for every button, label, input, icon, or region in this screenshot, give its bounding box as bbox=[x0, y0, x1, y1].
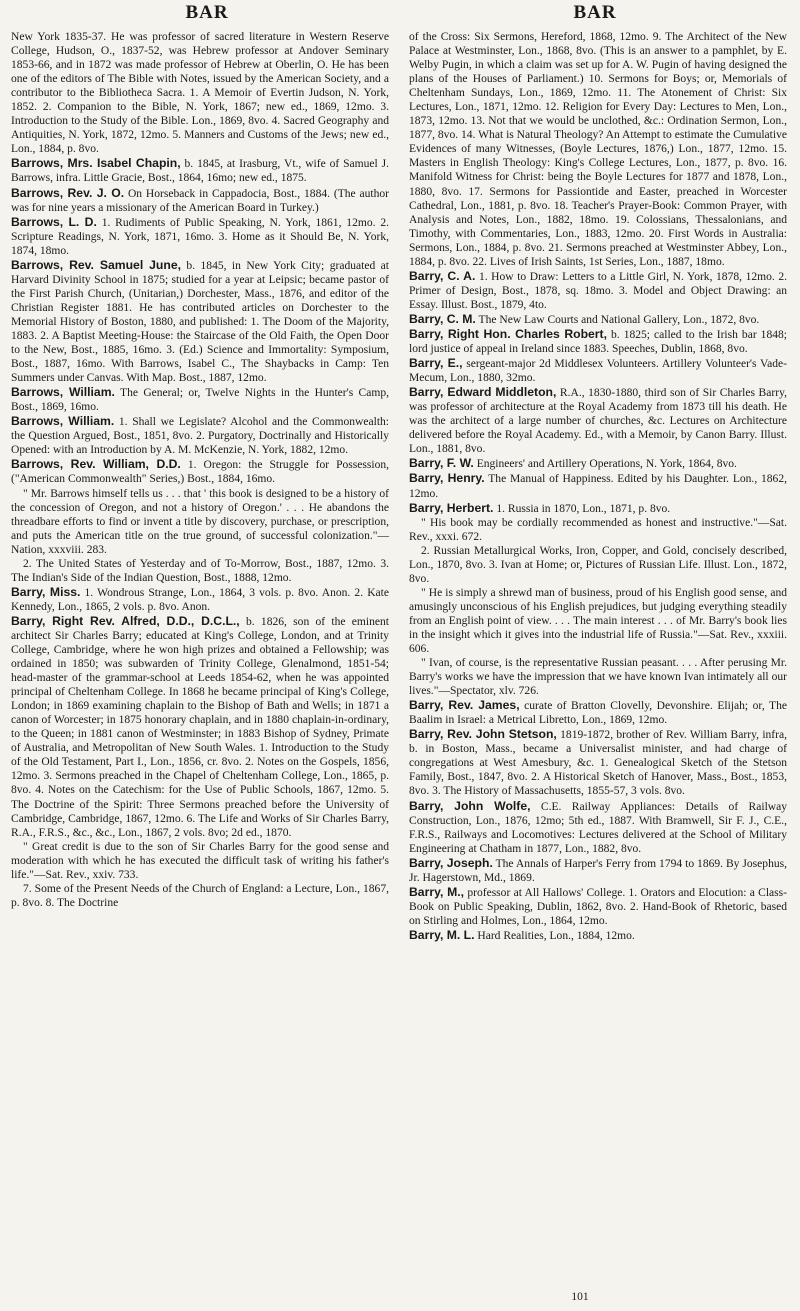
entry-headword: Barry, Herbert. bbox=[409, 500, 494, 515]
entry-headword: Barry, M. L. bbox=[409, 927, 475, 942]
dictionary-entry bbox=[409, 885, 787, 928]
entry-headword: Barry, Rev. James, bbox=[409, 698, 520, 713]
dictionary-entry bbox=[409, 501, 787, 516]
entry-text: C.E. Railway Appliances: Details of Railway Construction, Lon., 1876, 12mo; 5th ed., 1887. With Bramwell, Sir F. J., C.E., F.R.S., Railways and Locomotives: Lectures delivered at the School of Military Engineering at Chatham in 1877, Lon., 1882, 8vo. bbox=[409, 800, 788, 855]
dictionary-entry bbox=[409, 698, 787, 727]
dictionary-entry bbox=[11, 215, 389, 258]
entry-text: 1. Rudiments of Public Speaking, N. York, 1861, 12mo. 2. Scripture Readings, N. York, 1871, 16mo. 3. Home as it Should Be, N. York, 1874, 18mo. bbox=[11, 216, 389, 257]
entry-headword: Barry, Edward Middleton, bbox=[409, 385, 557, 400]
dictionary-entry bbox=[409, 799, 787, 856]
entry-text: curate of Bratton Clovelly, Devonshire. Elijah; or, The Baalim in Israel: a Metrical Libretto, Lon., 1869, 12mo. bbox=[409, 700, 787, 727]
right-column bbox=[409, 30, 787, 943]
entry-text: On Horseback in Cappadocia, Bost., 1884. (The author was for nine years a missionary of the American Board in Turkey.) bbox=[11, 187, 390, 214]
dictionary-entry bbox=[409, 856, 787, 885]
entry-headword: Barrows, Rev. J. O. bbox=[11, 185, 125, 200]
entry-text: b. 1826, son of the eminent architect Sir Charles Barry; educated at King's College, London, and at Trinity College, Cambridge, where he won high prizes and obtained a Fellowship; was ordained in 1850; was subwarden of Trinity College, Glenalmond, 1851-54; head-master of the grammar-school at Leeds 1854-62, when he was appointed principal of Cheltenham College. In 1868 he became principal of King's College, London; in 1869 examining chaplain to the Bishop of Bath and Wells; in 1871 a canon of Worcester; in 1875 honorary chaplain, and in 1880 chaplain-in-ordinary, to the Queen; in 1881 canon of Westminster; in 1883 Bishop of Sydney, Primate of Australia, and Metropolitan of New South Wales. 1. Introduction to the Study of the Old Testament, Part I., Lon., 1856, cr. 8vo. 2. Notes on the Gospels, 1856, 12mo. 3. Sermons preached in the Chapel of Cheltenham College, Lon., 1865, p. 8vo. 4. Notes on the Catechism: for the Use of Public Schools, 1867, 12mo. 5. The Doctrine of the Spirit: Three Sermons preached before the University of Cambridge, Cambridge, 1867, 12mo. 6. The Life and Works of Sir Charles Barry, R.A., F.R.S., &c., &c., Lon., 1867, 2 vols. 8vo; 2d ed., 1870. bbox=[11, 615, 389, 839]
entry-text: Hard Realities, Lon., 1884, 12mo. bbox=[477, 929, 635, 942]
entry-headword: Barrows, L. D. bbox=[11, 214, 97, 229]
entry-headword: Barrows, William. bbox=[11, 385, 115, 400]
dictionary-entry bbox=[409, 30, 787, 269]
dictionary-entry bbox=[409, 544, 787, 586]
entry-text: 1. How to Draw: Letters to a Little Girl, N. York, 1878, 12mo. 2. Primer of Design, Bost., 1878, sq. 18mo. 3. Model and Object Drawing: an Essay. Illust. Bost., 1879, 4to. bbox=[409, 270, 787, 311]
dictionary-entry bbox=[409, 928, 787, 943]
entry-headword: Barrows, William. bbox=[11, 414, 115, 429]
dictionary-entry bbox=[11, 457, 389, 486]
page-number: 101 bbox=[571, 1291, 589, 1303]
entry-text: professor at All Hallows' College. 1. Orators and Elocution: a Class-Book on Public Speaking, Dublin, 1862, 8vo. 2. Hand-Book of Rhetoric, based on Stirling and Holmes, Lon., 1864, 12mo. bbox=[409, 886, 787, 927]
entry-text: 2. The United States of Yesterday and of To-Morrow, Bost., 1887, 12mo. 3. The Indian's Side of the Indian Question, Bost., 1888, 12mo. bbox=[11, 557, 389, 584]
entry-text: The New Law Courts and National Gallery, Lon., 1872, 8vo. bbox=[478, 313, 760, 326]
dictionary-entry bbox=[11, 258, 389, 385]
entry-headword: Barrows, Mrs. Isabel Chapin, bbox=[11, 156, 181, 171]
dictionary-entry bbox=[11, 156, 389, 185]
entry-headword: Barrows, Rev. Samuel June, bbox=[11, 257, 181, 272]
entry-text: b. 1825; called to the Irish bar 1848; lord justice of appeal in Ireland since 1883. Speeches, Dublin, 1868, 8vo. bbox=[409, 328, 787, 356]
dictionary-entry bbox=[409, 586, 787, 656]
entry-text: " Mr. Barrows himself tells us . . . that ' this book is designed to be a history of the concession of Oregon, and not a history of Oregon.' . . . He abandons the threadbare efforts to find or invent a title by discovery, purchase, or prescription, and puts the American title on the true ground, of successful colonization."—Nation, xxxviii. 283. bbox=[11, 487, 389, 556]
left-column bbox=[11, 30, 389, 910]
dictionary-entry bbox=[11, 585, 389, 614]
dictionary-entry bbox=[409, 727, 787, 798]
entry-headword: Barry, C. A. bbox=[409, 268, 476, 283]
dictionary-entry bbox=[409, 312, 787, 327]
entry-text: R.A., 1830-1880, third son of Sir Charles Barry, was professor of architecture at the Royal Academy from 1873 till his death. He was the architect of a large number of churches, &c. Lectures on Architecture delivered before the Royal Academy. Ed., with a Memoir, by Canon Barry. Illust. Lon., 1881, 8vo. bbox=[409, 387, 787, 456]
dictionary-entry bbox=[11, 414, 389, 457]
dictionary-entry bbox=[11, 840, 389, 882]
entry-text: Engineers' and Artillery Operations, N. York, 1864, 8vo. bbox=[476, 458, 737, 471]
dictionary-entry bbox=[409, 516, 787, 544]
entry-text: b. 1845, in New York City; graduated at Harvard Divinity School in 1875; studied for a year at Leipsic; became pastor of the First Parish Church, (Unitarian,) Dorchester, Mass., 1876, and editor of the Christian Register 1881. He has contributed articles on Dorchester to the Memorial History of Boston, 1880, and published: 1. The Doom of the Majority, 1883. 2. A Baptist Meeting-House: the Staircase of the Old Faith, the Open Door to the New, Bost., 1885, 16mo. 3. (Ed.) Science and Immortality: Symposium, Bost., 1887, 16mo. With Barrows, Isabel C., The Shaybacks in Camp: Ten Summers under Canvas. With Map. Bost., 1887, 12mo. bbox=[11, 259, 389, 385]
dictionary-entry bbox=[11, 557, 389, 585]
dictionary-entry bbox=[409, 385, 787, 456]
entry-text: " Great credit is due to the son of Sir Charles Barry for the good sense and moderation with which he has executed the difficult task of writing his father's life."—Sat. Rev., xxiv. 733. bbox=[11, 840, 389, 881]
entry-text: The General; or, Twelve Nights in the Hunter's Camp, Bost., 1869, 16mo. bbox=[11, 387, 389, 414]
dictionary-entry bbox=[11, 882, 389, 910]
entry-text: 1. Shall we Legislate? Alcohol and the Commonwealth: the Question Argued, Bost., 1851, 8vo. 2. Purgatory, Doctrinally and Historically Opened: with an Introduction by A. M. McKenzie, N. York, 1882, 12mo. bbox=[11, 416, 390, 457]
entry-headword: Barry, Joseph. bbox=[409, 855, 493, 870]
dictionary-entry bbox=[11, 30, 389, 156]
entry-headword: Barry, M., bbox=[409, 884, 465, 899]
entry-headword: Barry, C. M. bbox=[409, 311, 476, 326]
entry-text: of the Cross: Six Sermons, Hereford, 1868, 12mo. 9. The Architect of the New Palace at Westminster, Lon., 1868, 8vo. (This is an answer to a pamphlet, by E. Welby Pugin, in which a claim was set up for A. W. Pugin of having designed the plans of the Houses of Parliament.) 10. Sermons for Boys; or, Memorials of Cheltenham Sundays, Lon., 1869, 12mo. 11. The Atonement of Christ: Six Lectures, Lon., 1871, 12mo. 12. Religion for Every Day: Lectures to Men, Lon., 1873, 12mo. 13. Not that we would be unclothed, &c.: Ordination Sermon, Lon., 1877, 8vo. 14. What is Natural Theology? An Attempt to estimate the Cumulative Evidences of many Witnesses, (Boyle Lectures, 1876,) Lon., 1877, 12mo. 15. Masters in English Theology: King's College Lectures, Lon., 1877, p. 8vo. 16. Manifold Witness for Christ: being the Boyle Lectures for 1877 and 1878, Lon., 1880, 8vo. 17. Sermons for Passiontide and Easter, preached in Worcester Cathedral, Lon., 1881, p. 8vo. 18. Teacher's Prayer-Book: Common Prayer, with Analysis and Notes, Lon., 1882, 18mo. 19. Colossians, Thessalonians, and Timothy, with Commentaries, Lon., 1883, 12mo. 20. First Words in Australia: Sermons, Lon., 1884, p. 8vo. 21. Sermons preached at Westminster Abbey, Lon., 1884, p. 8vo. 22. Lives of Irish Saints, 1st Series, Lon., 1887, 18mo. bbox=[409, 31, 787, 268]
entry-headword: Barry, E., bbox=[409, 356, 463, 371]
entry-text: 7. Some of the Present Needs of the Church of England: a Lecture, Lon., 1867, p. 8vo. 8. The Doctrine bbox=[11, 882, 389, 909]
dictionary-entry bbox=[11, 186, 389, 215]
entry-headword: Barry, John Wolfe, bbox=[409, 798, 531, 813]
dictionary-entry bbox=[409, 656, 787, 698]
entry-text: The Annals of Harper's Ferry from 1794 to 1869. By Josephus, Jr. Hagerstown, Md., 1869. bbox=[409, 857, 787, 884]
entry-text: 1819-1872, brother of Rev. William Barry, infra, b. in Boston, Mass., became a Universalist minister, and had charge of congregations at West Amesbury, &c. 1. Genealogical Sketch of the Stetson Family, Bost., 1847, 8vo. 2. A Historical Sketch of Hanover, Mass., Bost., 1853, 8vo. 3. The History of Massachusetts, 1855-57, 3 vols. 8vo. bbox=[409, 729, 787, 798]
entry-text: 1. Wondrous Strange, Lon., 1864, 3 vols. p. 8vo. Anon. 2. Kate Kennedy, Lon., 1865, 2 vols. p. 8vo. Anon. bbox=[11, 586, 389, 613]
entry-headword: Barry, F. W. bbox=[409, 456, 474, 471]
dictionary-entry bbox=[409, 269, 787, 312]
entry-headword: Barry, Henry. bbox=[409, 471, 485, 486]
running-head-left: BAR bbox=[185, 2, 229, 23]
entry-headword: Barry, Rev. John Stetson, bbox=[409, 727, 557, 742]
entry-text: " He is simply a shrewd man of business, proud of his English good sense, and amusingly unconscious of his English prejudices, but judging everything steadily from an English point of view. . . . The main interest . . . of Mr. Barry's book lies in the insight which it gives into the industrial life of Russia."—Sat. Rev., xxxiii. 606. bbox=[409, 586, 787, 656]
entry-text: 1. Russia in 1870, Lon., 1871, p. 8vo. bbox=[496, 502, 671, 515]
entry-text: New York 1835-37. He was professor of sacred literature in Western Reserve College, Hudson, O., 1837-52, was Hebrew professor at Andover Seminary 1853-66, and in 1872 was made professor of Hebrew at Oberlin, O. He has been one of the editors of The Bible with Notes, issued by the American Society, and a contributor to the Bibliotheca Sacra. 1. A Memoir of Evertin Judson, N. York, 1852. 2. Companion to the Bible, N. York, 1867; new ed., 1869, 12mo. 3. Introduction to the Study of the Bible. Lon., 1869, 8vo. 4. Sacred Geography and Antiquities, N. York, 1872, 12mo. 5. Manners and Customs of the Jews; new ed., Lon., 1884, p. 8vo. bbox=[11, 31, 389, 156]
entry-headword: Barry, Right Hon. Charles Robert, bbox=[409, 326, 607, 341]
dictionary-entry bbox=[11, 614, 389, 840]
running-head-right: BAR bbox=[573, 2, 617, 23]
dictionary-entry bbox=[409, 356, 787, 385]
dictionary-entry bbox=[409, 456, 787, 471]
entry-headword: Barry, Right Rev. Alfred, D.D., D.C.L., bbox=[11, 613, 240, 628]
entry-text: " Ivan, of course, is the representative Russian peasant. . . . After perusing Mr. Barry's works we have the impression that we have known Ivan intimately all our lives."—Spectator, xlv. 726. bbox=[409, 657, 787, 698]
entry-text: sergeant-major 2d Middlesex Volunteers. Artillery Volunteer's Vade-Mecum, Lon., 1880, 32mo. bbox=[409, 358, 787, 385]
entry-text: b. 1845, at Irasburg, Vt., wife of Samuel J. Barrows, infra. Little Gracie, Bost., 1864, 16mo; new ed., 1875. bbox=[11, 158, 390, 185]
entry-text: 2. Russian Metallurgical Works, Iron, Copper, and Gold, concisely described, Lon., 1870, 8vo. 3. Ivan at Home; or, Pictures of Russian Life. Illust. Lon., 1872, 8vo. bbox=[409, 544, 787, 585]
entry-text: The Manual of Happiness. Edited by his Daughter. Lon., 1862, 12mo. bbox=[409, 473, 787, 500]
dictionary-entry bbox=[11, 487, 389, 557]
dictionary-entry bbox=[409, 471, 787, 500]
dictionary-entry bbox=[11, 385, 389, 414]
entry-headword: Barrows, Rev. William, D.D. bbox=[11, 457, 181, 472]
entry-text: " His book may be cordially recommended as honest and instructive."—Sat. Rev., xxxi. 672. bbox=[409, 516, 787, 543]
entry-headword: Barry, Miss. bbox=[11, 584, 81, 599]
entry-text: 1. Oregon: the Struggle for Possession, ("American Commonwealth" Series,) Bost., 1884, 16mo. bbox=[11, 459, 390, 486]
dictionary-entry bbox=[409, 327, 787, 356]
